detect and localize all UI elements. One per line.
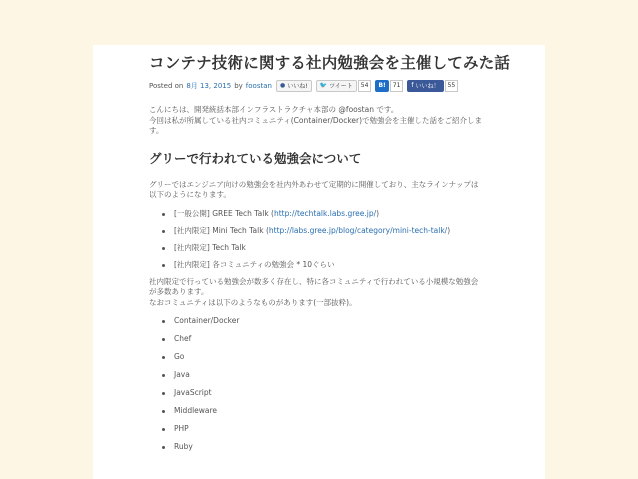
- intro-paragraph: [149, 105, 529, 137]
- list-item: [149, 352, 529, 362]
- paragraph-line: グリーではエンジニア向けの勉強会を社内外あわせて定期的に開催しており、主なラインナップは: [149, 179, 479, 189]
- intro-line: こんにちは、開発統括本部インフラストラクチャ本部の @foostan です。: [149, 105, 399, 114]
- bullet-icon: [162, 264, 165, 267]
- article-content: [149, 53, 529, 460]
- list-item: [149, 370, 529, 380]
- paragraph-line: が多数あります。: [149, 287, 209, 296]
- bullet-icon: [162, 428, 165, 431]
- community-name: Java: [174, 370, 190, 379]
- bullet-icon: [162, 247, 165, 250]
- list-item: [149, 424, 529, 434]
- list-item-text: [社内限定] Mini Tech Talk (: [174, 225, 269, 235]
- bullet-icon: [162, 356, 165, 359]
- tweet-count: 54: [358, 80, 372, 92]
- community-name: PHP: [174, 424, 189, 433]
- twitter-bird-icon: 🐦: [319, 82, 328, 89]
- article-page: [93, 45, 545, 479]
- post-meta: [149, 79, 529, 92]
- bullet-icon: [162, 374, 165, 377]
- list-item-tail: ): [447, 225, 451, 235]
- hatena-like-label: いいね!: [287, 83, 308, 90]
- community-name: Ruby: [174, 442, 193, 451]
- lineup-list: [149, 209, 529, 270]
- community-list: [149, 316, 529, 452]
- community-name: Middleware: [174, 406, 218, 415]
- facebook-like-count: 55: [445, 80, 459, 92]
- hatena-like-button[interactable]: [276, 80, 312, 92]
- list-item: [149, 260, 529, 270]
- list-item: [149, 334, 529, 344]
- paragraph-line: なおコミュニティは以下のようなものがあります(一部抜粋)。: [149, 297, 357, 307]
- community-name: Chef: [174, 334, 192, 343]
- tweet-button[interactable]: [316, 80, 357, 92]
- bullet-icon: [162, 320, 165, 323]
- hatebu-button[interactable]: B!: [375, 80, 388, 92]
- bullet-icon: [162, 338, 165, 341]
- mini-tech-talk-link[interactable]: http://labs.gree.jp/blog/category/mini-tech-talk/: [268, 225, 448, 235]
- bullet-icon: [162, 392, 165, 395]
- list-item: [149, 406, 529, 416]
- paragraph-line: 以下のようになります。: [149, 190, 231, 199]
- list-item-text: [社内限定] Tech Talk: [174, 242, 246, 252]
- paragraph-line: 社内限定で行っている勉強会が数多く存在し、特に各コミュニティで行われている小規模な勉強会: [149, 276, 479, 286]
- intro-line: 今回は私が所属している社内コミュニティ(Container/Docker)で勉強会を主催した話をご紹介しま: [149, 115, 483, 125]
- bullet-icon: [162, 410, 165, 413]
- author-link[interactable]: foostan: [245, 81, 272, 90]
- community-name: JavaScript: [174, 388, 212, 397]
- hatebu-count[interactable]: 71: [390, 80, 404, 92]
- bullet-icon: [162, 213, 165, 216]
- section-heading: グリーで行われている勉強会について: [149, 150, 362, 166]
- facebook-icon: f: [411, 82, 414, 89]
- list-item-text: [一般公開] GREE Tech Talk (: [174, 208, 274, 218]
- facebook-like-label: いいね！: [415, 83, 440, 90]
- facebook-like-button[interactable]: [407, 80, 443, 92]
- article-title: コンテナ技術に関する社内勉強会を主催してみた話: [149, 54, 511, 72]
- hatena-like-icon: ●: [279, 82, 286, 89]
- list-item: [149, 442, 529, 452]
- list-item-text: [社内限定] 各コミュニティの勉強会 * 10ぐらい: [174, 259, 335, 269]
- bullet-icon: [162, 230, 165, 233]
- list-item: [149, 243, 529, 253]
- list-item: [149, 209, 529, 219]
- lineup-paragraph: [149, 180, 529, 201]
- list-item: [149, 226, 529, 236]
- bullet-icon: [162, 446, 165, 449]
- list-item: [149, 388, 529, 398]
- community-name: Go: [174, 352, 185, 361]
- community-name: Container/Docker: [174, 316, 240, 325]
- intro-line: す。: [149, 126, 164, 135]
- list-item-tail: ): [376, 208, 380, 218]
- tweet-label: ツイート: [329, 83, 353, 90]
- community-paragraph: [149, 277, 529, 309]
- posted-on-label: Posted on: [149, 81, 184, 90]
- techtalk-link[interactable]: http://techtalk.labs.gree.jp/: [273, 208, 377, 218]
- by-label: by: [234, 81, 243, 90]
- post-date-link[interactable]: 8月 13, 2015: [186, 81, 232, 90]
- list-item: [149, 316, 529, 326]
